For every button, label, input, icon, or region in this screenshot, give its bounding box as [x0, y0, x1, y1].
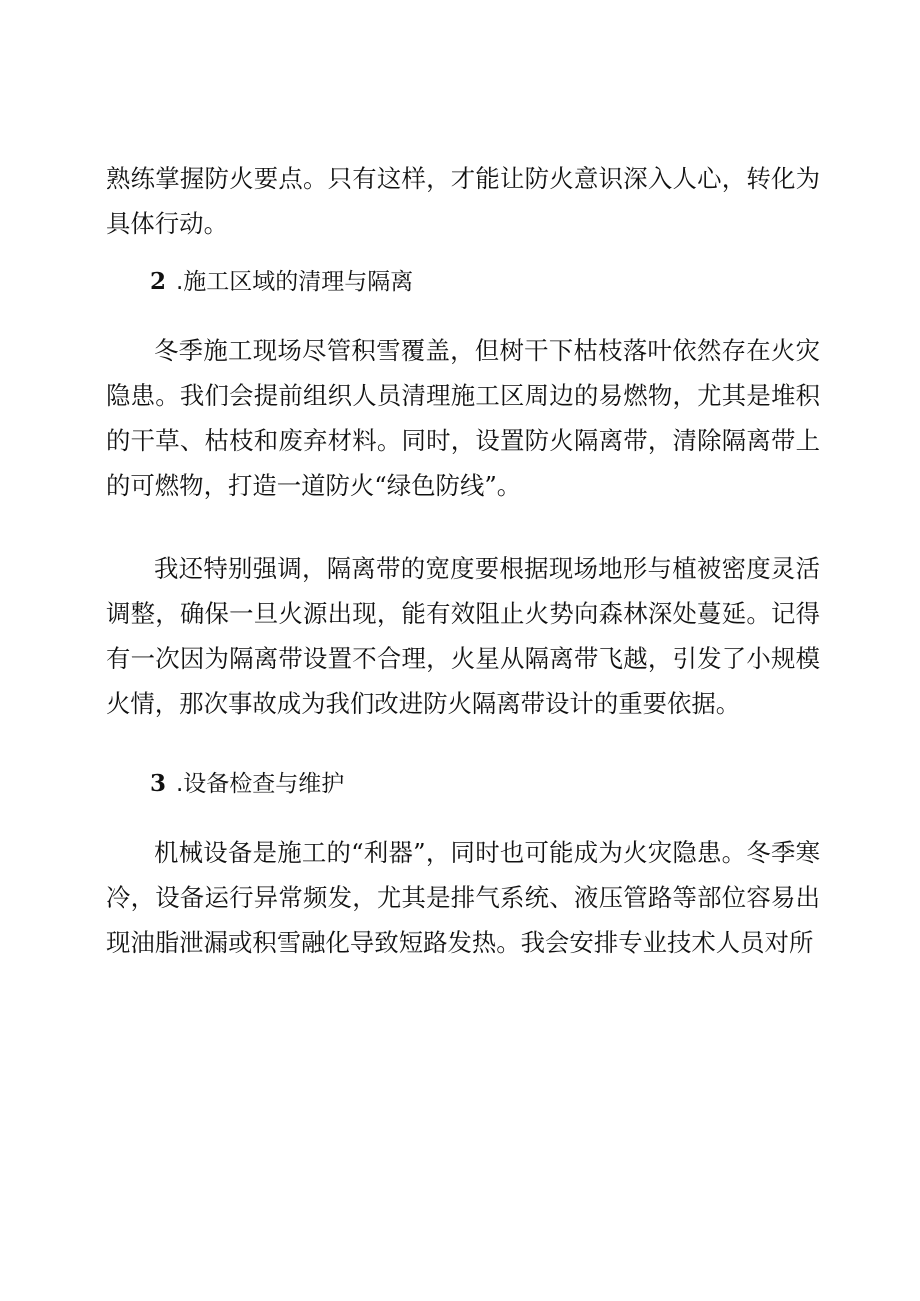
continued-paragraph: 熟练掌握防火要点。只有这样，才能让防火意识深入人心，转化为具体行动。 [106, 164, 820, 238]
section-2-number: 2 [150, 268, 167, 295]
section-3-number: 3 [150, 770, 167, 797]
section-3-title: .设备检查与维护 [176, 771, 345, 797]
section-2-heading [150, 262, 864, 302]
section-3-heading [150, 764, 864, 804]
section-3-paragraph-1: 机械设备是施工的“利器”，同时也可能成为火灾隐患。冬季寒冷，设备运行异常频发，尤其是排气系统、液压管路等部位容易出现油脂泄漏或积雪融化导致短路发热。我会安排专业技术人员对所 [106, 838, 820, 957]
section-2-paragraph-1: 冬季施工现场尽管积雪覆盖，但树干下枯枝落叶依然存在火灾隐患。我们会提前组织人员清理施工区周边的易燃物，尤其是堆积的干草、枯枝和废弃材料。同时，设置防火隔离带，清除隔离带上的可燃物，打造一道防火“绿色防线”。 [106, 336, 820, 500]
section-2-title: .施工区域的清理与隔离 [176, 269, 414, 295]
section-2-paragraph-2: 我还特别强调，隔离带的宽度要根据现场地形与植被密度灵活调整，确保一旦火源出现，能有效阻止火势向森林深处蔓延。记得有一次因为隔离带设置不合理，火星从隔离带飞越，引发了小规模火情，那次事故成为我们改进防火隔离带设计的重要依据。 [106, 554, 820, 718]
